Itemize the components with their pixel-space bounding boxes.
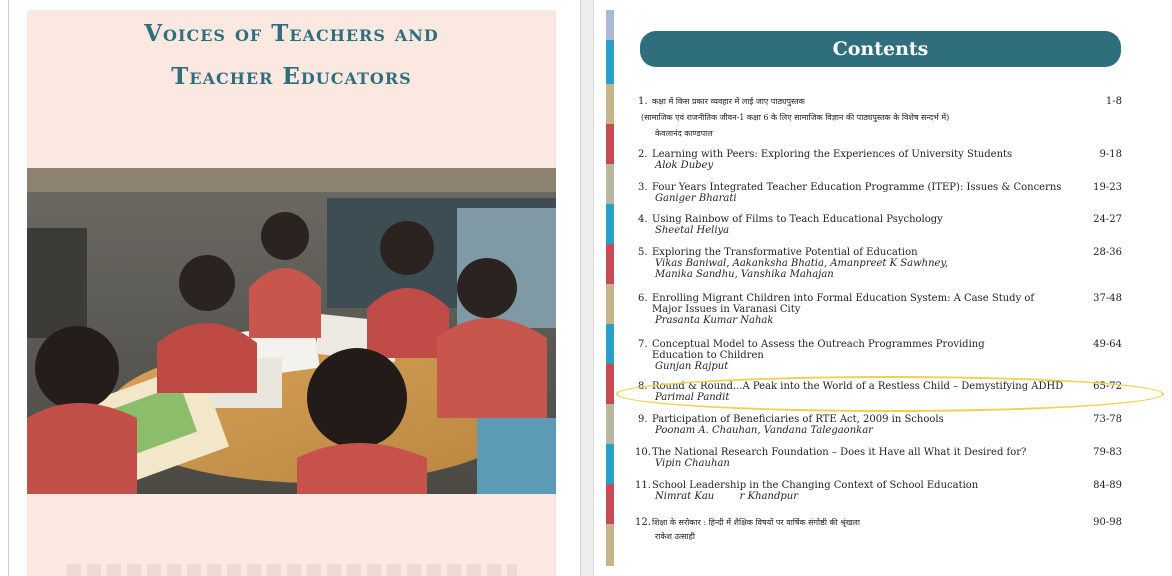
classroom-photo [27,168,556,494]
entry-authors: केवलानंद काण्डपाल [655,129,713,138]
entry-title: Exploring the Transformative Potential of Education [652,247,918,258]
entry-authors: Alok Dubey [655,160,714,171]
toc-entry[interactable] [638,149,1128,173]
toc-entry[interactable] [635,480,1128,504]
entry-authors: Gunjan Rajput [655,361,729,372]
toc-entry[interactable] [638,339,1128,375]
entry-title: Learning with Peers: Exploring the Experiences of University Students [652,149,1013,160]
entry-number: 11. [635,480,651,491]
contents-heading: Contents [640,31,1121,67]
entry-subtitle: (सामाजिक एवं राजनीतिक जीवन-1 कक्षा 6 के लिए सामाजिक विज्ञान की पाठ्यपुस्तक के विशेष सन्दर्भ में) [641,113,950,122]
entry-title: Conceptual Model to Assess the Outreach Programmes Providing [652,339,985,350]
entry-authors: Prasanta Kumar Nahak [655,315,774,326]
entry-title: Enrolling Migrant Children into Formal Education System: A Case Study of [652,293,1035,304]
entry-title: Round & Round...A Peak into the World of a Restless Child – Demystifying ADHD [652,381,1064,392]
toc-entry[interactable] [635,517,1128,541]
toc-entry[interactable] [638,293,1128,329]
entry-title: School Leadership in the Changing Context of School Education [652,480,979,491]
toc-entry[interactable] [638,96,1128,142]
entry-number: 10. [635,447,651,458]
entry-authors-line2: Manika Sandhu, Vanshika Mahajan [655,269,834,280]
entry-number: 1. [638,96,648,107]
entry-title-line2: Major Issues in Varanasi City [652,304,801,315]
entry-pages: 84-89 [1093,480,1122,491]
entry-authors: राकेश उत्साही [655,532,695,541]
entry-title: The National Research Foundation – Does it Have all What it Desired for? [652,447,1027,458]
entry-authors: Ganiger Bharati [655,193,737,204]
contents-page [594,0,1172,576]
entry-title: Using Rainbow of Films to Teach Educational Psychology [652,214,943,225]
color-strip [606,10,614,566]
cover-footer-strip [67,564,517,576]
cover-title-line2: Teacher Educators [171,63,412,90]
toc-entry[interactable] [638,247,1128,283]
entry-title: शिक्षा के सरोकार : हिन्दी में शैक्षिक विषयों पर वार्षिक संगोष्ठी की श्रृंखला [652,518,860,527]
entry-pages: 90-98 [1093,517,1122,528]
entry-number: 7. [638,339,648,350]
entry-pages: 1-8 [1105,96,1122,107]
toc-entry[interactable] [635,447,1128,471]
toc-entry[interactable] [638,414,1128,438]
entry-number: 8. [638,381,648,392]
entry-pages: 24-27 [1093,214,1122,225]
entry-title-line2: Education to Children [652,350,764,361]
entry-pages: 49-64 [1093,339,1122,350]
entry-number: 5. [638,247,648,258]
toc-entry[interactable] [638,182,1128,206]
entry-authors: Nimrat Kau r Khandpur [655,491,798,502]
entry-title: Participation of Beneficiaries of RTE Act, 2009 in Schools [652,414,944,425]
page-edge [8,0,9,576]
entry-pages: 19-23 [1093,182,1122,193]
highlight-ellipse [616,376,1164,412]
cover-title [27,12,556,98]
cover-title-line1: Voices of Teachers and [144,20,439,47]
entry-authors: Vipin Chauhan [655,458,730,469]
entry-pages: 79-83 [1093,447,1122,458]
entry-title: Four Years Integrated Teacher Education Programme (ITEP): Issues & Concerns [652,182,1062,193]
toc-entry[interactable] [638,214,1128,238]
entry-authors: Vikas Baniwal, Aakanksha Bhatia, Amanpreet K Sawhney, [655,258,948,269]
entry-pages: 37-48 [1093,293,1122,304]
entry-authors: Parimal Pandit [655,392,730,403]
entry-pages: 9-18 [1099,149,1122,160]
entry-pages: 28-36 [1093,247,1122,258]
entry-number: 12. [635,517,651,528]
cover-page [0,0,580,576]
journal-cover [27,10,556,576]
entry-pages: 73-78 [1093,414,1122,425]
entry-number: 3. [638,182,648,193]
entry-authors: Poonam A. Chauhan, Vandana Talegaonkar [655,425,873,436]
entry-number: 6. [638,293,648,304]
page-gutter [580,0,594,576]
entry-number: 2. [638,149,648,160]
entry-title: कक्षा में किस प्रकार व्यवहार में लाई जाए पाठ्यपुस्तक [652,97,805,106]
entry-number: 4. [638,214,648,225]
entry-number: 9. [638,414,648,425]
entry-pages: 65-72 [1093,381,1122,392]
entry-authors: Sheetal Heliya [655,225,730,236]
